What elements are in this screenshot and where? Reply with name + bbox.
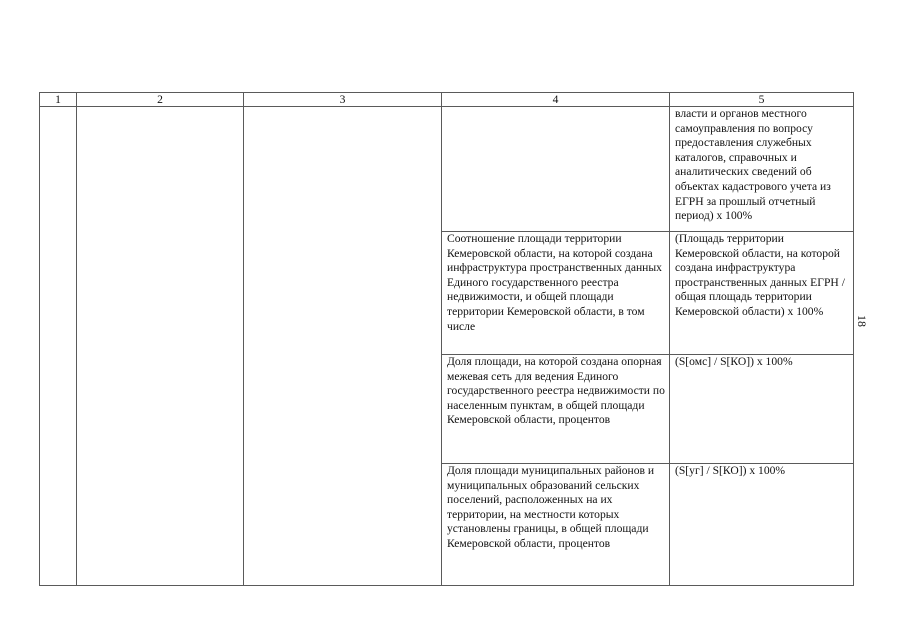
formula-cell: (Площадь территории Кемеровской области, на которой создана инфраструктура пространственных данных ЕГРН / общая площадь территории Кемеровской области) x 100% (670, 232, 854, 355)
table-row (40, 107, 854, 232)
column-3-cell (244, 107, 442, 586)
column-header-4: 4 (442, 93, 670, 107)
column-1-cell (40, 107, 77, 586)
document-table (39, 92, 854, 586)
column-header-1: 1 (40, 93, 77, 107)
indicator-name-cell: Доля площади, на которой создана опорная межевая сеть для ведения Единого государственного реестра недвижимости по населенным пунктам, в общей площади Кемеровской области, процентов (442, 355, 670, 464)
column-2-cell (77, 107, 244, 586)
formula-cell: (S[уг] / S[КО]) x 100% (670, 464, 854, 586)
column-header-2: 2 (77, 93, 244, 107)
page-number: 18 (855, 315, 869, 327)
formula-cell: власти и органов местного самоуправления по вопросу предоставления служебных каталогов, справочных и аналитических сведений об объектах кадастрового учета из ЕГРН за прошлый отчетный период) x 100% (670, 107, 854, 232)
indicator-name-cell (442, 107, 670, 232)
header-row (40, 93, 854, 107)
column-header-5: 5 (670, 93, 854, 107)
indicator-name-cell: Соотношение площади территории Кемеровской области, на которой создана инфраструктура пространственных данных Единого государственного реестра недвижимости, и общей площади территории Кемеровской области, в том числе (442, 232, 670, 355)
indicator-name-cell: Доля площади муниципальных районов и муниципальных образований сельских поселений, расположенных на их территории, на местности которых установлены границы, в общей площади Кемеровской области, процентов (442, 464, 670, 586)
column-header-3: 3 (244, 93, 442, 107)
formula-cell: (S[омс] / S[КО]) x 100% (670, 355, 854, 464)
